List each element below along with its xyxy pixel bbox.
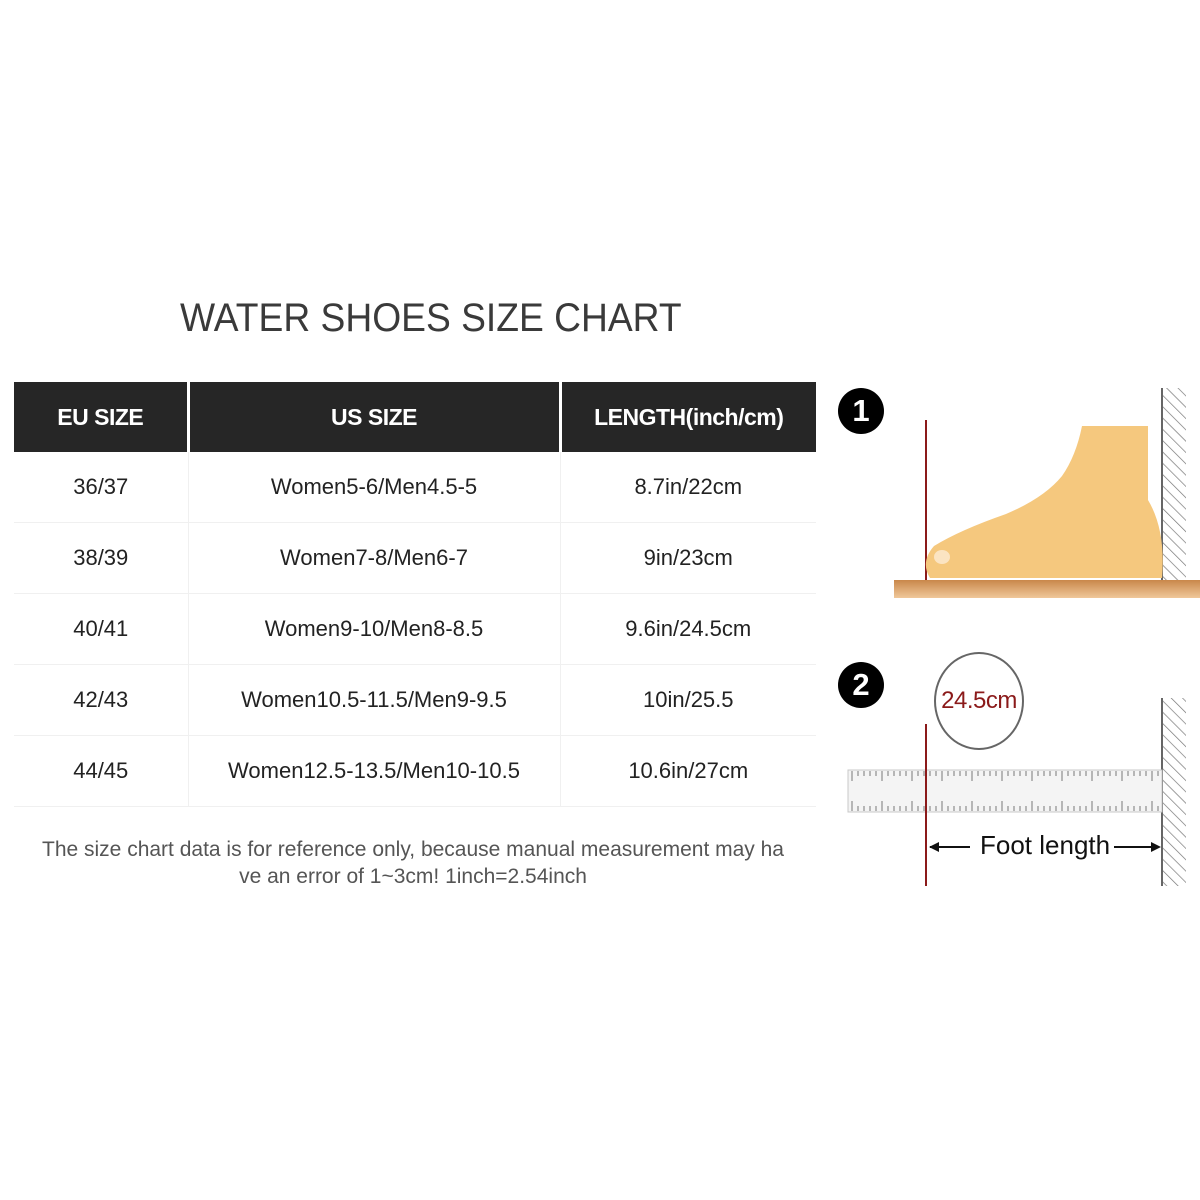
table-row [14,523,816,594]
us-size-cell: Women7-8/Men6-7 [188,523,560,594]
us-size-cell: Women12.5-13.5/Men10-10.5 [188,736,560,807]
header-us-size: US SIZE [188,382,560,452]
table-row [14,736,816,807]
length-cell: 10in/25.5 [560,665,816,736]
eu-size-cell: 44/45 [14,736,188,807]
step-2-badge: 2 [838,662,884,708]
header-length: LENGTH(inch/cm) [560,382,816,452]
measurement-callout: 24.5cm [934,652,1024,750]
foot-measurement-diagram [830,380,1200,900]
length-cell: 9in/23cm [560,523,816,594]
eu-size-cell: 38/39 [14,523,188,594]
foot-length-label: Foot length [976,830,1114,861]
table-row [14,665,816,736]
us-size-cell: Women9-10/Men8-8.5 [188,594,560,665]
step-1-badge: 1 [838,388,884,434]
table-header-row [14,382,816,452]
measurement-illustration [830,380,1200,900]
chart-title: WATER SHOES SIZE CHART [180,296,682,340]
disclaimer-note: The size chart data is for reference only, because manual measurement may have an error of 1~3cm! 1inch=2.54inch [42,838,784,888]
length-cell: 10.6in/27cm [560,736,816,807]
eu-size-cell: 40/41 [14,594,188,665]
size-table [14,382,816,807]
header-eu-size: EU SIZE [14,382,188,452]
table-row [14,594,816,665]
length-cell: 8.7in/22cm [560,452,816,523]
foot-illustration [894,388,1200,598]
eu-size-cell: 42/43 [14,665,188,736]
us-size-cell: Women10.5-11.5/Men9-9.5 [188,665,560,736]
eu-size-cell: 36/37 [14,452,188,523]
table-row [14,452,816,523]
length-cell: 9.6in/24.5cm [560,594,816,665]
us-size-cell: Women5-6/Men4.5-5 [188,452,560,523]
